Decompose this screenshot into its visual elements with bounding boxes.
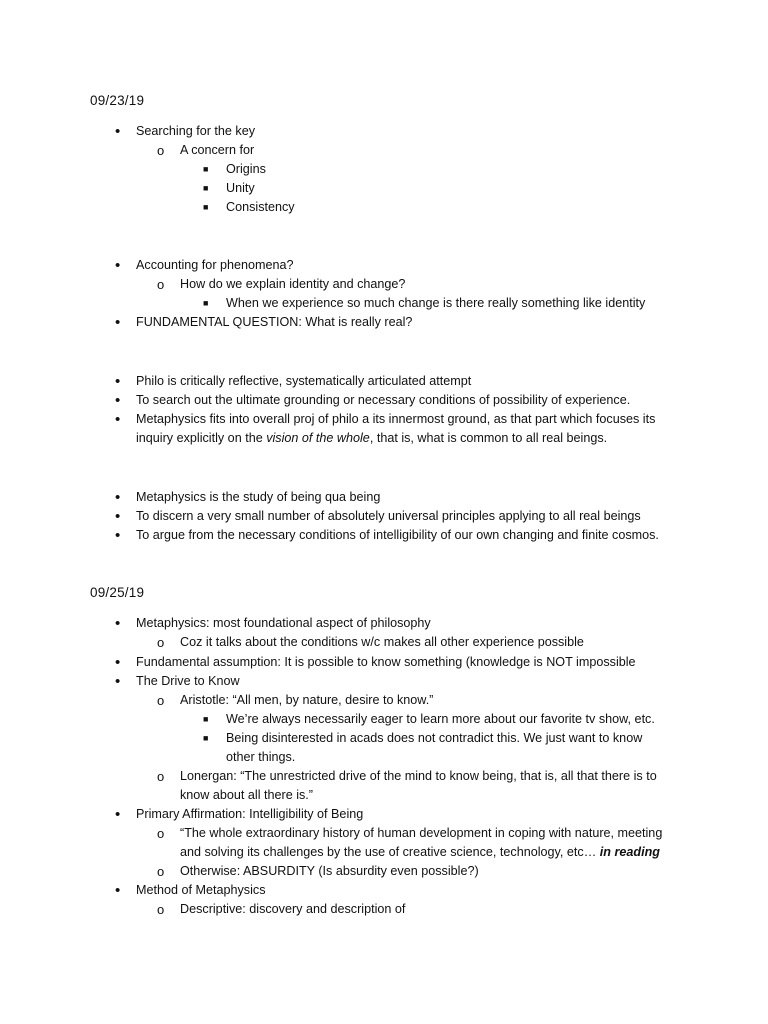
list-item: Lonergan: “The unrestricted drive of the mind to know being, that is, all that there is to bbox=[180, 769, 657, 783]
list-item: The Drive to Know bbox=[136, 674, 240, 688]
list-item: We’re always necessarily eager to learn more about our favorite tv show, etc. bbox=[226, 712, 655, 726]
list-item: Metaphysics fits into overall proj of philo a its innermost ground, as that part which focuses its bbox=[136, 412, 656, 426]
list-item: FUNDAMENTAL QUESTION: What is really real? bbox=[136, 315, 413, 329]
bullet-disc: • bbox=[115, 392, 121, 409]
list-item: Origins bbox=[226, 162, 266, 176]
list-item: How do we explain identity and change? bbox=[180, 277, 406, 291]
date-heading-2: 09/25/19 bbox=[90, 585, 145, 600]
bullet-circle: o bbox=[157, 143, 165, 158]
list-item-continuation: other things. bbox=[226, 750, 296, 764]
list-item: “The whole extraordinary history of human development in coping with nature, meeting bbox=[180, 826, 663, 840]
list-item: A concern for bbox=[180, 143, 255, 157]
list-item: Searching for the key bbox=[136, 124, 256, 138]
list-item: Unity bbox=[226, 181, 255, 195]
bullet-square: ■ bbox=[203, 714, 209, 724]
list-item: Metaphysics is the study of being qua being bbox=[136, 490, 381, 504]
bullet-disc: • bbox=[115, 806, 121, 823]
list-item-continuation: inquiry explicitly on the vision of the whole, that is, what is common to all real beings. bbox=[136, 431, 608, 445]
list-item: Aristotle: “All men, by nature, desire to know.” bbox=[180, 693, 434, 707]
list-item: To argue from the necessary conditions of intelligibility of our own changing and finite cosmos. bbox=[136, 528, 659, 542]
list-item: To discern a very small number of absolutely universal principles applying to all real beings bbox=[136, 509, 641, 523]
list-item: Accounting for phenomena? bbox=[136, 258, 294, 272]
bullet-disc: • bbox=[115, 615, 121, 632]
bullet-square: ■ bbox=[203, 733, 209, 743]
bullet-disc: • bbox=[115, 527, 121, 544]
bullet-disc: • bbox=[115, 673, 121, 690]
list-item: Descriptive: discovery and description of bbox=[180, 902, 406, 916]
list-item: When we experience so much change is there really something like identity bbox=[226, 296, 646, 310]
bullet-square: ■ bbox=[203, 202, 209, 212]
list-item: Otherwise: ABSURDITY (Is absurdity even possible?) bbox=[180, 864, 479, 878]
bullet-disc: • bbox=[115, 508, 121, 525]
bullet-circle: o bbox=[157, 826, 165, 841]
list-item-continuation: know about all there is.” bbox=[180, 788, 314, 802]
list-item: Coz it talks about the conditions w/c makes all other experience possible bbox=[180, 635, 584, 649]
bullet-disc: • bbox=[115, 257, 121, 274]
list-item: To search out the ultimate grounding or necessary conditions of possibility of experience. bbox=[136, 393, 631, 407]
bullet-circle: o bbox=[157, 635, 165, 650]
list-item: Consistency bbox=[226, 200, 295, 214]
list-item-continuation: and solving its challenges by the use of creative science, technology, etc… in reading bbox=[180, 845, 660, 859]
bullet-circle: o bbox=[157, 769, 165, 784]
emphasis-text: in reading bbox=[599, 845, 660, 859]
bullet-square: ■ bbox=[203, 298, 209, 308]
bullet-circle: o bbox=[157, 902, 165, 917]
bullet-disc: • bbox=[115, 314, 121, 331]
bullet-circle: o bbox=[157, 693, 165, 708]
bullet-square: ■ bbox=[203, 183, 209, 193]
bullet-square: ■ bbox=[203, 164, 209, 174]
date-heading-1: 09/23/19 bbox=[90, 93, 145, 108]
bullet-disc: • bbox=[115, 123, 121, 140]
list-item: Philo is critically reflective, systematically articulated attempt bbox=[136, 374, 472, 388]
bullet-disc: • bbox=[115, 654, 121, 671]
bullet-disc: • bbox=[115, 411, 121, 428]
bullet-disc: • bbox=[115, 489, 121, 506]
list-item: Being disinterested in acads does not contradict this. We just want to know bbox=[226, 731, 643, 745]
emphasis-text: vision of the whole bbox=[266, 431, 370, 445]
list-item: Metaphysics: most foundational aspect of philosophy bbox=[136, 616, 431, 630]
list-item: Fundamental assumption: It is possible to know something (knowledge is NOT impossible bbox=[136, 655, 636, 669]
bullet-disc: • bbox=[115, 373, 121, 390]
list-item: Method of Metaphysics bbox=[136, 883, 266, 897]
bullet-circle: o bbox=[157, 864, 165, 879]
bullet-circle: o bbox=[157, 277, 165, 292]
bullet-disc: • bbox=[115, 882, 121, 899]
list-item: Primary Affirmation: Intelligibility of Being bbox=[136, 807, 364, 821]
